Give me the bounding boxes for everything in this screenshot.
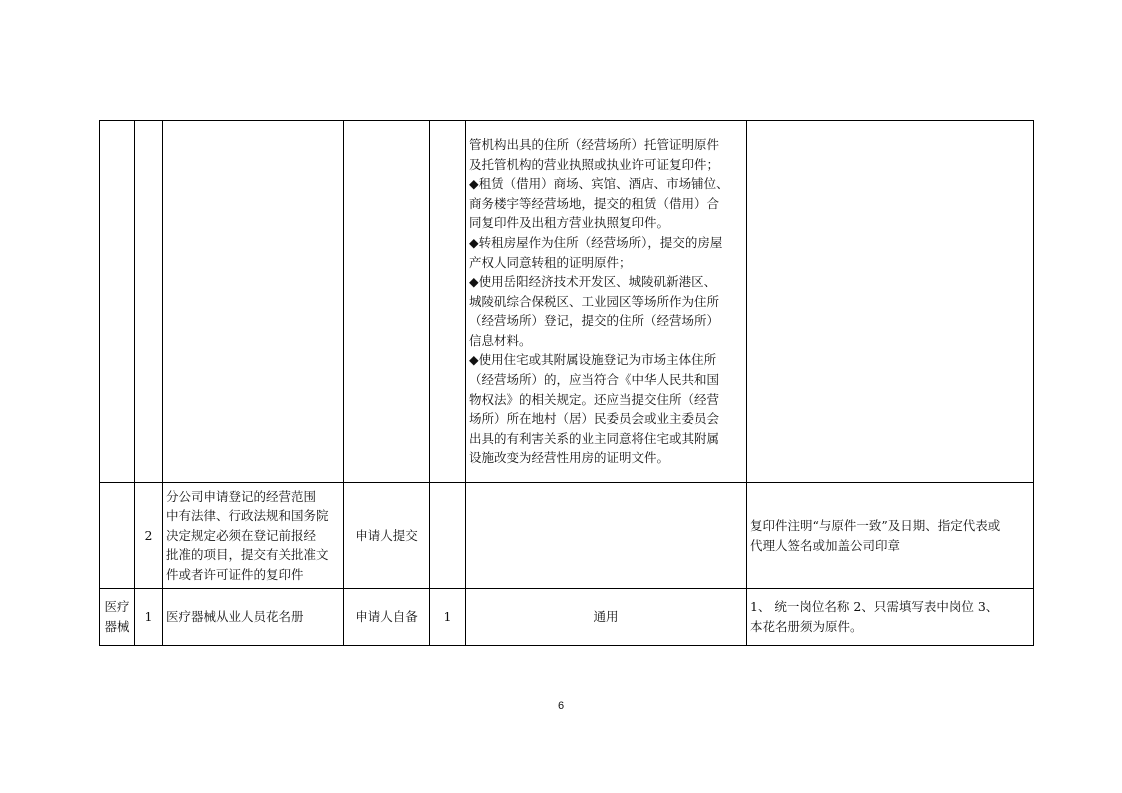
remarks-cell	[747, 121, 1034, 483]
material-cell	[163, 483, 344, 589]
category-cell	[100, 483, 135, 589]
requirements-cell	[466, 483, 747, 589]
requirements-line: 产权人同意转租的证明原件；	[469, 254, 632, 270]
requirements-line: 商务楼宇等经营场地，提交的租赁（借用）合	[469, 195, 720, 211]
source-cell	[344, 121, 430, 483]
remarks-cell	[747, 483, 1034, 589]
category-cell	[100, 589, 135, 646]
copies-cell: 1	[430, 589, 466, 646]
category-line: 医疗	[104, 599, 130, 615]
remarks-line: 1、 统一岗位名称 2、只需填写表中岗位 3、	[750, 599, 999, 615]
requirements-line: ◆转租房屋作为住所（经营场所），提交的房屋	[469, 234, 723, 250]
requirements-line: 物权法》的相关规定。还应当提交住所（经营	[469, 391, 720, 407]
material-line: 件或者许可证件的复印件	[166, 566, 304, 582]
requirements-table	[99, 120, 1034, 646]
copies-cell	[430, 121, 466, 483]
requirements-line: ◆使用岳阳经济技术开发区、城陵矶新港区、	[469, 274, 717, 290]
material-cell	[163, 121, 344, 483]
material-line: 中有法律、行政法规和国务院	[166, 508, 329, 524]
material-line: 决定规定必须在登记前报经	[166, 527, 317, 543]
source-cell: 申请人提交	[344, 483, 430, 589]
source-cell: 申请人自备	[344, 589, 430, 646]
category-line: 器械	[104, 619, 130, 634]
material-line: 分公司申请登记的经营范围	[166, 488, 317, 504]
requirements-line: 城陵矶综合保税区、工业园区等场所作为住所	[469, 293, 720, 309]
index-cell: 2	[135, 483, 163, 589]
requirements-line: 信息材料。	[469, 332, 532, 348]
table-row	[100, 121, 1034, 483]
remarks-cell	[747, 589, 1034, 646]
requirements-line: 同复印件及出租方营业执照复印件。	[469, 215, 670, 231]
copies-cell	[430, 483, 466, 589]
category-cell	[100, 121, 135, 483]
requirements-line: ◆租赁（借用）商场、宾馆、酒店、市场铺位、	[469, 176, 729, 192]
remarks-line: 本花名册须为原件。	[750, 619, 863, 634]
table-row	[100, 589, 1034, 646]
requirements-line: ◆使用住宅或其附属设施登记为市场主体住所	[469, 352, 717, 368]
requirements-line: 管机构出具的住所（经营场所）托管证明原件	[469, 136, 720, 152]
requirements-line: 设施改变为经营性用房的证明文件。	[469, 450, 670, 466]
material-line: 批准的项目，提交有关批准文	[166, 547, 329, 563]
requirements-line: 及托管机构的营业执照或执业许可证复印件；	[469, 156, 720, 172]
material-cell: 医疗器械从业人员花名册	[163, 589, 344, 646]
requirements-line: （经营场所）登记，提交的住所（经营场所）	[469, 313, 720, 329]
index-cell: 1	[135, 589, 163, 646]
requirements-line: 场所）所在地村（居）民委员会或业主委员会	[469, 411, 720, 427]
requirements-cell: 通用	[466, 589, 747, 646]
remarks-line: 复印件注明“与原件一致”及日期、指定代表或	[750, 517, 1001, 533]
table-row	[100, 483, 1034, 589]
requirements-cell	[466, 121, 747, 483]
requirements-line: 出具的有利害关系的业主同意将住宅或其附属	[469, 430, 720, 446]
remarks-line: 代理人签名或加盖公司印章	[750, 537, 901, 553]
page-number: 6	[557, 700, 565, 712]
index-cell	[135, 121, 163, 483]
requirements-line: （经营场所）的，应当符合《中华人民共和国	[469, 372, 720, 388]
